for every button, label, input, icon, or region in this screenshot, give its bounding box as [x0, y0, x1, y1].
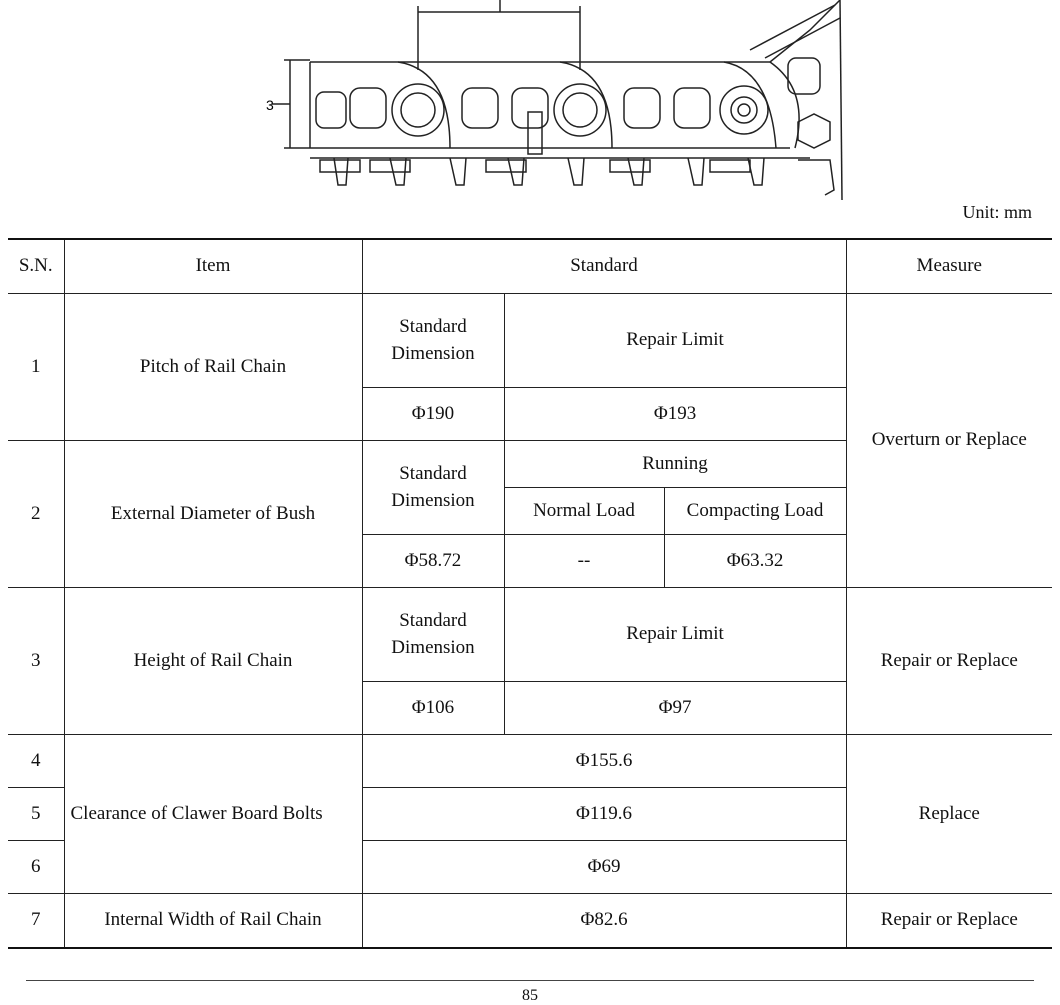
- callout-3-label: 3: [266, 97, 274, 113]
- table-header-row: [8, 239, 1052, 294]
- track-chain-drawing: [250, 0, 850, 210]
- row-2-std-label: Standard Dimension: [362, 441, 504, 535]
- row-1-std-label: Standard Dimension: [362, 294, 504, 388]
- row-2-running-label: Running: [504, 441, 846, 488]
- row-3-sn: 3: [8, 588, 64, 735]
- row-1-sn: 1: [8, 294, 64, 441]
- row-4-value: Φ155.6: [362, 735, 846, 788]
- row-7-sn: 7: [8, 894, 64, 948]
- table-row: [8, 894, 1052, 948]
- row-5-sn: 5: [8, 788, 64, 841]
- row-1-limit-value: Φ193: [504, 388, 846, 441]
- row-7-measure: Repair or Replace: [846, 894, 1052, 948]
- row-3-limit-value: Φ97: [504, 682, 846, 735]
- row-3-limit-label: Repair Limit: [504, 588, 846, 682]
- row-3-std-label: Standard Dimension: [362, 588, 504, 682]
- row-2-sn: 2: [8, 441, 64, 588]
- row-2-compacting-label: Compacting Load: [664, 488, 846, 535]
- header-measure: Measure: [846, 239, 1052, 294]
- header-item: Item: [64, 239, 362, 294]
- row-4-sn: 4: [8, 735, 64, 788]
- page-number: 85: [522, 987, 538, 1004]
- row-4-6-item: Clearance of Clawer Board Bolts: [64, 735, 362, 894]
- header-standard: Standard: [362, 239, 846, 294]
- track-chain-figure: [250, 0, 850, 210]
- row-5-value: Φ119.6: [362, 788, 846, 841]
- row-1-item: Pitch of Rail Chain: [64, 294, 362, 441]
- table-row: [8, 588, 1052, 682]
- row-3-item: Height of Rail Chain: [64, 588, 362, 735]
- row-2-item: External Diameter of Bush: [64, 441, 362, 588]
- footer-rule: [26, 980, 1034, 981]
- row-6-value: Φ69: [362, 841, 846, 894]
- row-7-value: Φ82.6: [362, 894, 846, 948]
- spec-table: [8, 238, 1052, 949]
- row-2-normal-label: Normal Load: [504, 488, 664, 535]
- measure-rows-4-6: Replace: [846, 735, 1052, 894]
- row-7-item: Internal Width of Rail Chain: [64, 894, 362, 948]
- row-2-compacting-value: Φ63.32: [664, 535, 846, 588]
- row-3-measure: Repair or Replace: [846, 588, 1052, 735]
- table-row: [8, 735, 1052, 788]
- unit-note: Unit: mm: [962, 202, 1032, 222]
- row-1-std-value: Φ190: [362, 388, 504, 441]
- table-row: [8, 294, 1052, 388]
- measure-rows-1-2: Overturn or Replace: [846, 294, 1052, 588]
- header-sn: S.N.: [8, 239, 64, 294]
- row-1-limit-label: Repair Limit: [504, 294, 846, 388]
- row-2-std-value: Φ58.72: [362, 535, 504, 588]
- row-2-normal-value: --: [504, 535, 664, 588]
- row-6-sn: 6: [8, 841, 64, 894]
- row-3-std-value: Φ106: [362, 682, 504, 735]
